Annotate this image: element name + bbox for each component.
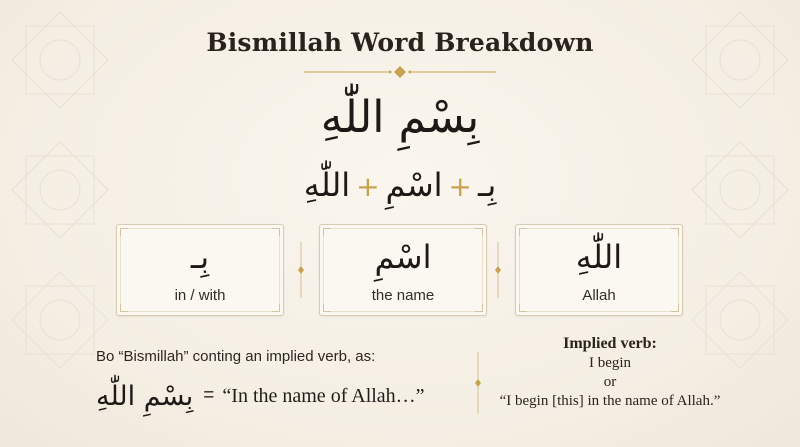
equation-part-ba: بِـ <box>478 166 497 204</box>
word-equation <box>0 162 800 210</box>
card-corner <box>475 304 483 312</box>
arabic-phrase: بِسْمِ اللّٰهِ <box>320 92 480 143</box>
equals-sign: = <box>203 385 215 406</box>
result-english: “In the name of Allah…” <box>222 384 425 407</box>
card-meaning: Allah <box>582 287 616 304</box>
card-corner <box>120 304 128 312</box>
card-arabic-word: بِـ <box>190 238 210 276</box>
card-corner <box>671 304 679 312</box>
word-card-ism <box>319 224 487 316</box>
card-corner <box>272 304 280 312</box>
plus-sign: + <box>356 170 380 203</box>
card-arabic-word: اسْمِ <box>374 238 432 276</box>
result-arabic: بِسْمِ اللّٰهِ <box>96 380 194 412</box>
card-corner <box>323 304 331 312</box>
word-card-ba <box>116 224 284 316</box>
vertical-divider-icon <box>494 242 502 298</box>
vertical-divider-icon <box>474 352 482 414</box>
equation-part-ism: اسْمِ <box>385 166 443 204</box>
diamond-ornament-icon <box>300 64 500 80</box>
card-corner <box>519 304 527 312</box>
implied-verb-box <box>490 334 730 411</box>
card-meaning: in / with <box>174 287 226 304</box>
explanation-text: Bo “Bismillah” conting an implied verb, as: <box>96 348 376 365</box>
card-meaning: the name <box>371 287 435 304</box>
implied-verb-line: “I begin [this] in the name of Allah.” <box>499 393 721 409</box>
implied-verb-line: I begin <box>588 355 632 371</box>
card-arabic-word: اللّٰهِ <box>575 238 623 276</box>
vertical-divider-icon <box>297 242 305 298</box>
page-title: Bismillah Word Breakdown <box>206 28 594 57</box>
word-card-allah <box>515 224 683 316</box>
translation-result <box>96 378 466 414</box>
plus-sign: + <box>448 170 473 203</box>
implied-verb-or: or <box>603 374 617 390</box>
equation-part-allah: اللّٰهِ <box>303 166 351 204</box>
implied-verb-heading: Implied verb: <box>563 335 657 352</box>
